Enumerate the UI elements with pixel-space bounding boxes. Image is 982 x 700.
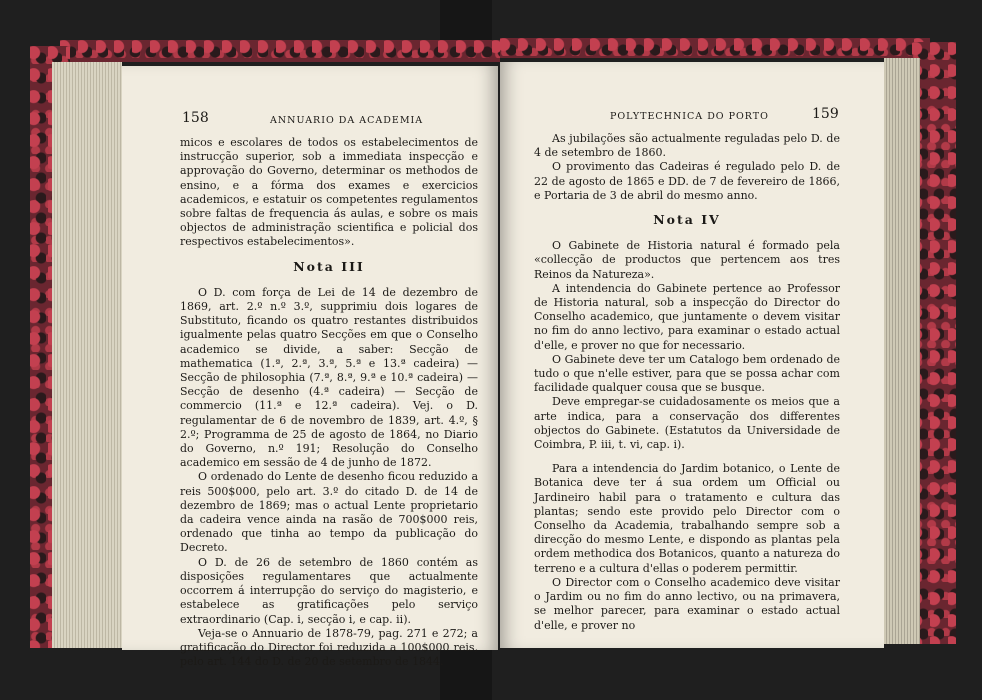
- running-title-left: ANNUARIO DA ACADEMIA: [270, 115, 424, 126]
- paragraph: O D. de 26 de setembro de 1860 contém as disposições regulamentares que actualmente occorrem á interrupção do serviço do magisterio, e estabelece as gratificações pelo serviço extraordinario (Cap. i, secção i, e cap. ii).: [180, 555, 478, 626]
- paragraph: O ordenado do Lente de desenho ficou reduzido a reis 500$000, pelo art. 3.º do citado D. de 14 de dezembro de 1869; mas o actual Lente proprietario da cadeira vence ainda na rasão de 700$000 reis, ordenado que tinha ao tempo da publicação do Decreto.: [180, 470, 478, 555]
- spacer: [534, 452, 840, 462]
- section-heading: Nota III: [293, 258, 365, 274]
- page-edges-left: [52, 62, 122, 648]
- paragraph: micos e escolares de todos os estabelecimentos de instrucção superior, sob a immediata inspecção e approvação do Governo, determinar os methodos de ensino, e a fórma dos exames e exercicios academicos, e estatuir os competentes regulamentos sobre faltas de frequencia ás aulas, e sobre os mais objectos de administração scientifica e policial dos respectivos estabelecimentos».: [180, 136, 478, 249]
- paragraph: A intendencia do Gabinete pertence ao Professor de Historia natural, sob a inspecção do Director do Conselho academico, que juntamente o devem visitar no fim do anno lectivo, para examinar o estado actual d'elle, e prover no que for necessario.: [534, 281, 840, 352]
- marbled-cover-top-right: [500, 38, 930, 58]
- paragraph: Para a intendencia do Jardim botanico, o Lente de Botanica deve ter á sua ordem um Official ou Jardineiro habil para o tratamento e cultura das plantas; sendo este provido pelo Director com o Conselho da Academia, trabalhando sempre sob a direcção do mesmo Lente, e dispondo as plantas pela ordem methodica dos Botanicos, quanto a natureza do terreno e a cultura d'ellas o poderem permittir.: [534, 462, 840, 575]
- page-number-left: 158: [182, 110, 209, 126]
- paragraph: O Gabinete de Historia natural é formado pela «collecção de productos que pertencem aos tres Reinos da Natureza».: [534, 239, 840, 281]
- paragraph: Deve empregar-se cuidadosamente os meios que a arte indica, para a conservação dos differentes objectos do Gabinete. (Estatutos da Universidade de Coimbra, P. iii, t. vi, cap. i).: [534, 395, 840, 452]
- marbled-cover-top-left: [60, 40, 500, 62]
- paragraph: As jubilações são actualmente reguladas pelo D. de 4 de setembro de 1860.: [534, 132, 840, 160]
- paragraph: O provimento das Cadeiras é regulado pelo D. de 22 de agosto de 1865 e DD. de 7 de fevereiro de 1866, e Portaria de 3 de abril do mesmo anno.: [534, 160, 840, 202]
- right-page: [500, 62, 884, 648]
- running-head-left: [122, 110, 498, 130]
- paragraph: O Director com o Conselho academico deve visitar o Jardim ou no fim do anno lectivo, ou na primavera, se melhor parecer, para examinar o estado actual d'elle, e prover no: [534, 575, 840, 632]
- right-page-text: [534, 132, 840, 633]
- section-heading: Nota IV: [653, 212, 721, 228]
- page-edges-right: [884, 58, 920, 644]
- left-page: [122, 66, 498, 669]
- running-title-right: POLYTECHNICA DO PORTO: [610, 111, 769, 122]
- page-number-right: 159: [812, 106, 839, 122]
- paragraph: Veja-se o Annuario de 1878-79, pag. 271 e 272; a gratificação do Director foi reduzida a 100$000 reis, pelo art. 144 do D. de 20 de setembro de 1844.: [180, 626, 478, 669]
- left-page-text: [180, 136, 478, 669]
- running-head-right: [500, 106, 884, 126]
- paragraph: O Gabinete deve ter um Catalogo bem ordenado de tudo o que n'elle estiver, para que se possa achar com facilidade qualquer cousa que se busque.: [534, 352, 840, 395]
- paragraph: O D. com força de Lei de 14 de dezembro de 1869, art. 2.º n.º 3.º, supprimiu dois logares de Substituto, ficando os quatro restantes distribuidos igualmente pelas quatro Secções em que o Conselho academico se divide, a saber: Secção de mathematica (1.ª, 2.ª, 3.ª, 5.ª e 13.ª cadeira) — Secção de philosophia (7.ª, 8.ª, 9.ª e 10.ª cadeira) — Secção de desenho (4.ª cadeira) — Secção de commercio (11.ª e 12.ª cadeira). Vej. o D. regulamentar de 6 de novembro de 1839, art. 4.º, § 2.º; Programma de 25 de agosto de 1864, no Diario do Governo, n.º 191; Resolução do Conselho academico em sessão de 4 de junho de 1872.: [180, 285, 478, 470]
